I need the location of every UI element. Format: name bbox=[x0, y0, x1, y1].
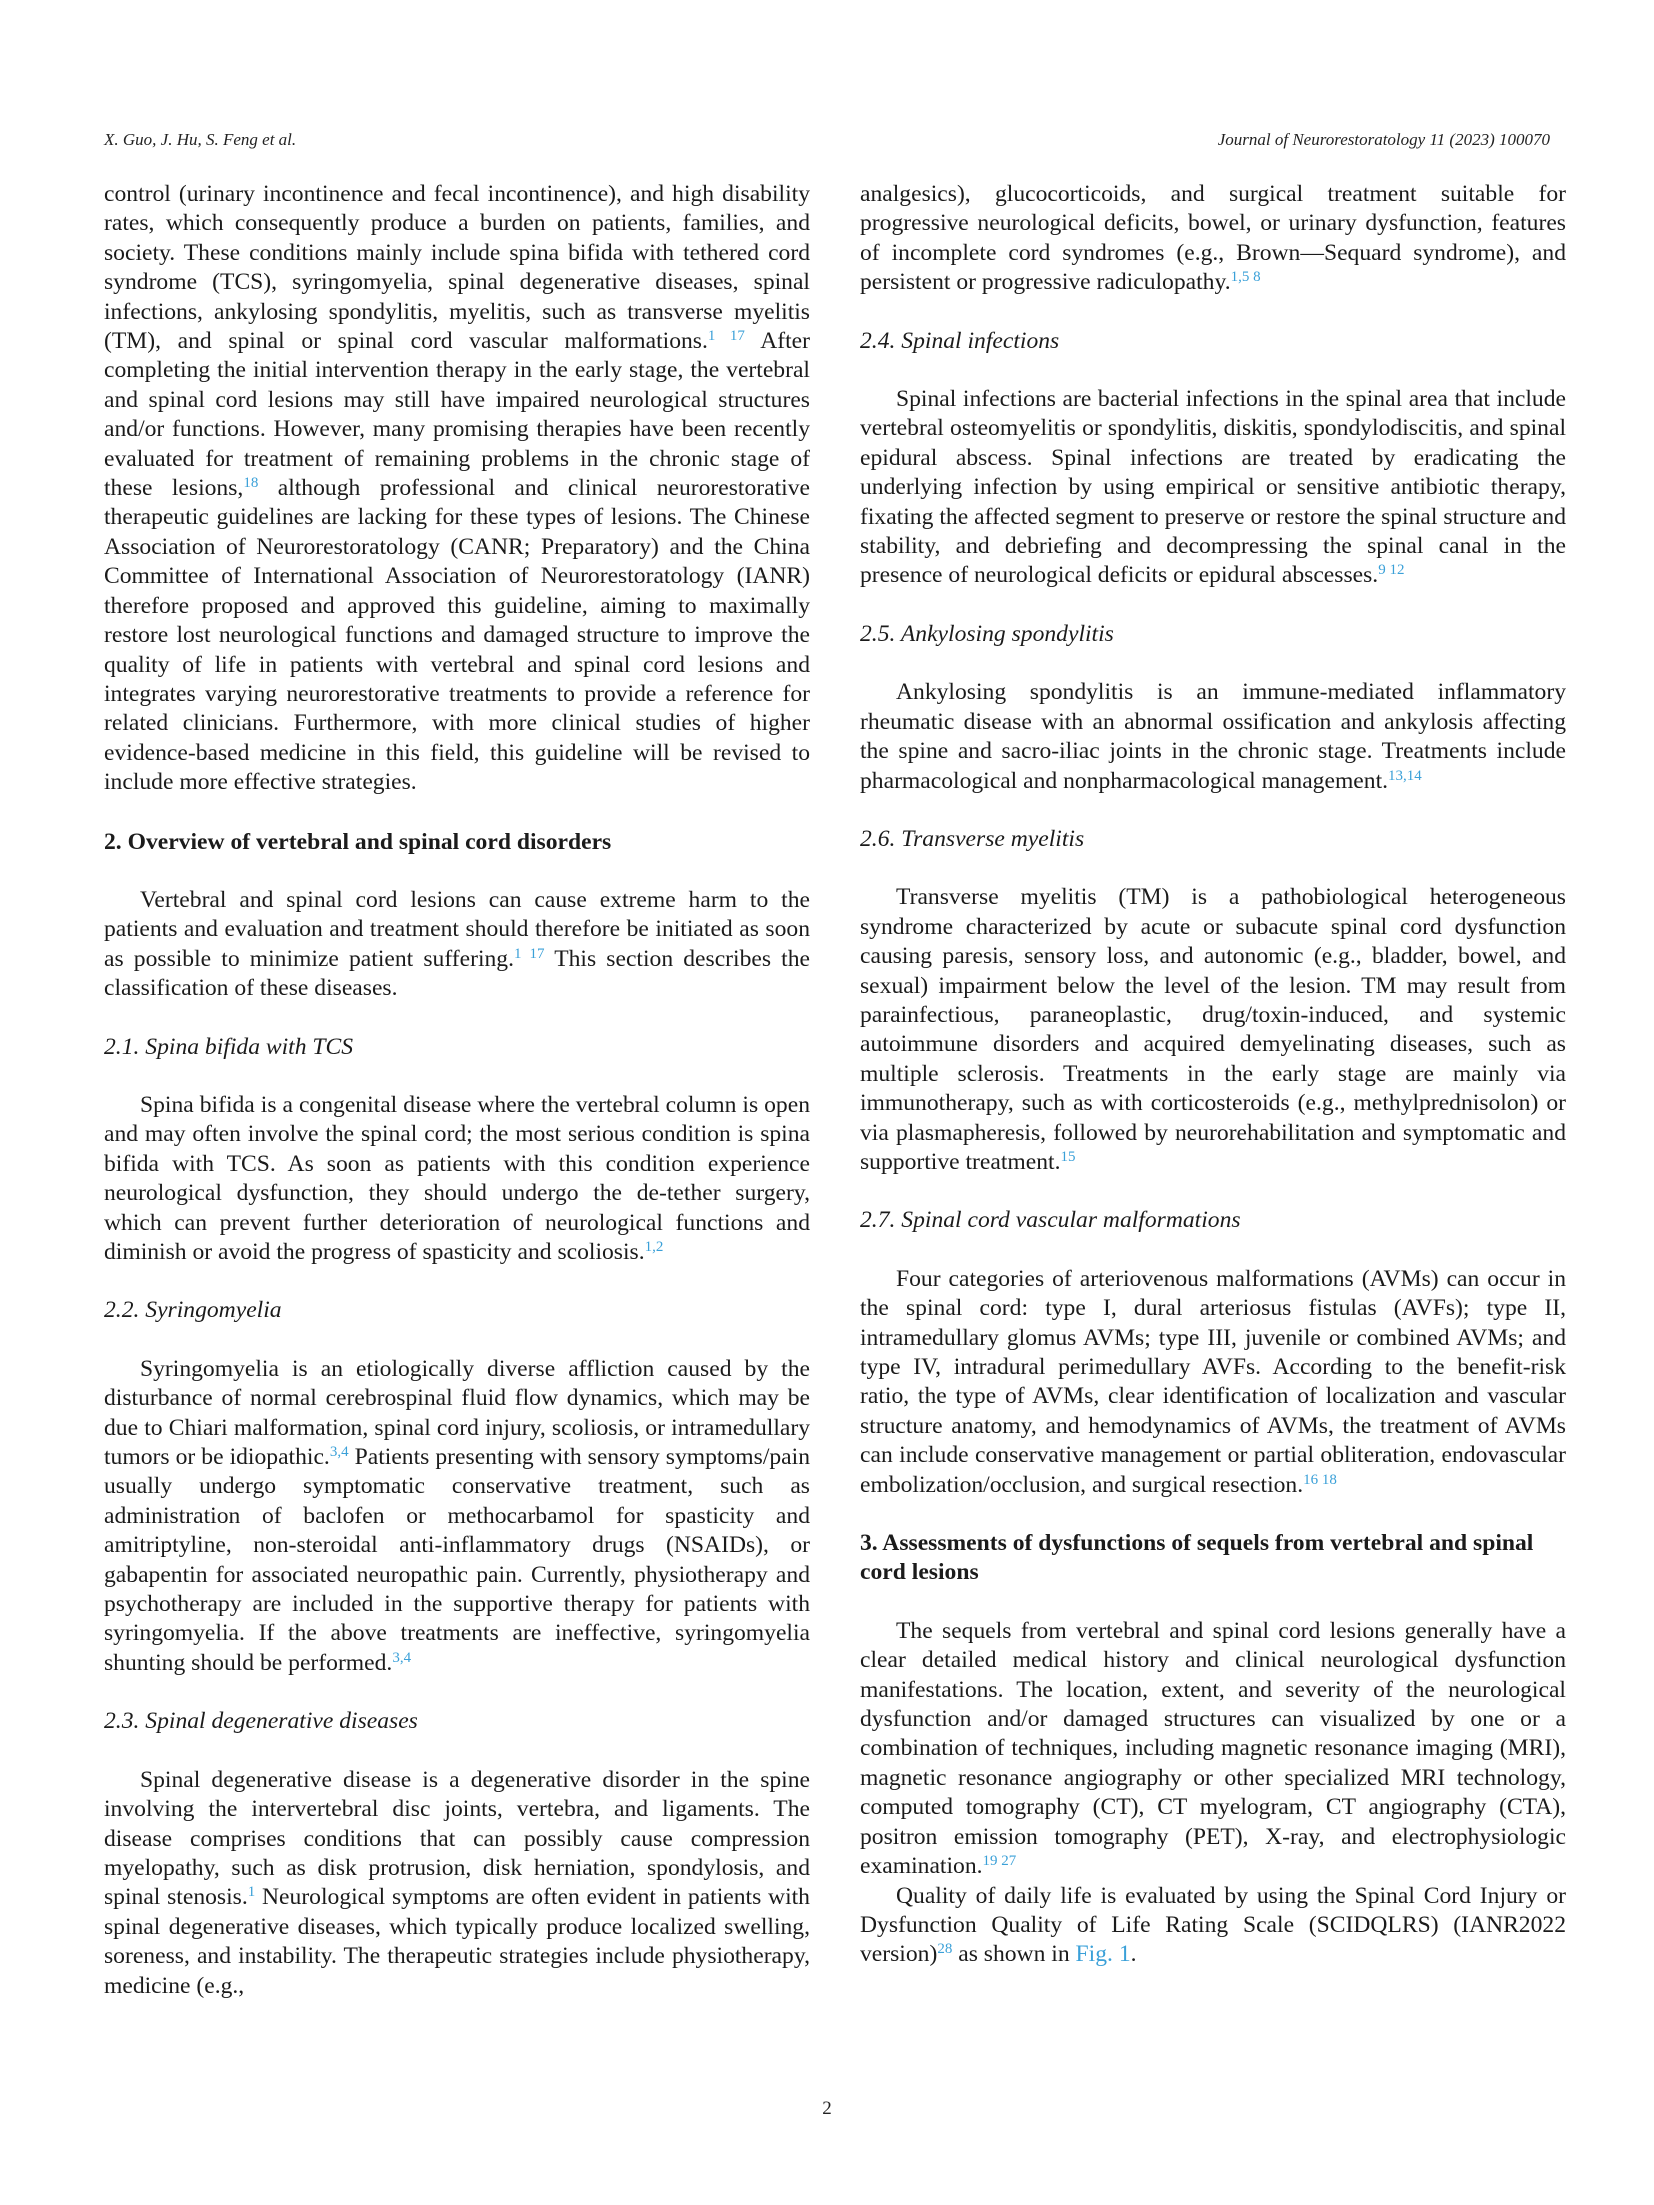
paragraph-infections: Spinal infections are bacterial infections in the spinal area that include vertebral osteomyelitis or spondylitis, diskitis, spondylodiscitis, and spinal epidural abscess. Spinal infections are treated by eradicating the underlying infection by using empirical or sensitive antibiotic therapy, fixating the affected segment to preserve or restore the spinal structure and stability, and debriefing and decompressing the spinal canal in the presence of neurological deficits or epidural abscesses.$^{9 12}$ bbox=[860, 386, 1566, 589]
header-journal: Journal of Neurorestoratology 11 (2023) 100070 bbox=[1217, 130, 1550, 149]
citation[interactable]: 15 bbox=[1060, 1148, 1076, 1165]
citation[interactable]: 9 12 bbox=[1378, 562, 1405, 579]
paragraph-transverse-myelitis: Transverse myelitis (TM) is a pathobiological heterogeneous syndrome characterized by acute or subacute spinal cord dysfunction causing paresis, sensory loss, and autonomic (e.g., bladder, bowel, and sexual) impairment below the level of the lesion. TM may result from parainfectious, paraneoplastic, drug/toxin-induced, and systemic autoimmune disorders and acquired demyelinating diseases, such as multiple sclerosis. Treatments in the early stage are mainly via immunotherapy, such as with corticosteroids (e.g., methylprednisolon) or via plasmapheresis, followed by neurorehabilitation and symptomatic and supportive treatment.$^{15}$ bbox=[860, 884, 1566, 1175]
paragraph-overview: Vertebral and spinal cord lesions can cause extreme harm to the patients and evaluation and treatment should therefore be initiated as soon as possible to minimize patient suffering.$^{1 17}$ This section describes the classification of these diseases. bbox=[104, 886, 811, 1002]
citation[interactable]: 1,5 8 bbox=[1230, 268, 1261, 285]
paragraph-quality-of-life: Quality of daily life is evaluated by using the Spinal Cord Injury or Dysfunction Quality of Life Rating Scale (SCIDQLRS) (IANR2022 version)$^{28}$ as shown in Fig. 1. bbox=[860, 1882, 1566, 1968]
subsection-heading-2-7: 2.7. Spinal cord vascular malformations bbox=[860, 1207, 1241, 1234]
right-column bbox=[860, 180, 1566, 1970]
citation[interactable]: 3,4 bbox=[329, 1443, 349, 1460]
header-authors: X. Guo, J. Hu, S. Feng et al. bbox=[104, 130, 297, 149]
section-heading-3: 3. Assessments of dysfunctions of sequels from vertebral and spinal cord lesions bbox=[860, 1530, 1534, 1586]
section-heading-2: 2. Overview of vertebral and spinal cord disorders bbox=[104, 828, 612, 855]
citation[interactable]: 1 17 bbox=[707, 327, 745, 344]
subsection-heading-2-4: 2.4. Spinal infections bbox=[860, 327, 1060, 354]
citation[interactable]: 1,2 bbox=[644, 1238, 664, 1255]
subsection-heading-2-1: 2.1. Spina bifida with TCS bbox=[104, 1033, 354, 1060]
subsection-heading-2-2: 2.2. Syringomyelia bbox=[104, 1297, 282, 1324]
paragraph-spina-bifida: Spina bifida is a congenital disease where the vertebral column is open and may often involve the spinal cord; the most serious condition is spina bifida with TCS. As soon as patients with this condition experience neurological dysfunction, they should undergo the de-tether surgery, which can prevent further deterioration of neurological functions and diminish or avoid the progress of spasticity and scoliosis.$^{1,2}$ bbox=[104, 1091, 810, 1265]
citation[interactable]: 13,14 bbox=[1388, 767, 1422, 784]
citation[interactable]: 1 bbox=[247, 1884, 256, 1901]
paragraph-syringomyelia: Syringomyelia is an etiologically diverse affliction caused by the disturbance of normal cerebrospinal fluid flow dynamics, which may be due to Chiari malformation, spinal cord injury, scoliosis, or intramedullary tumors or be idiopathic.$^{3,4}$ Patients presenting with sensory symptoms/pain usually undergo symptomatic conservative treatment, such as administration of baclofen or methocarbamol for spasticity and amitriptyline, non-steroidal anti-inflammatory drugs (NSAIDs), or gabapentin for associated neuropathic pain. Currently, physiotherapy and psychotherapy are included in the supportive therapy for patients with syringomyelia. If the above treatments are ineffective, syringomyelia shunting should be performed.$^{3,4}$ bbox=[104, 1355, 810, 1676]
citation[interactable]: 18 bbox=[243, 474, 259, 491]
left-column bbox=[104, 180, 810, 2001]
page-number: 2 bbox=[822, 2098, 832, 2119]
paragraph-degenerative: Spinal degenerative disease is a degenerative disorder in the spine involving the intervertebral disc joints, vertebra, and ligaments. The disease comprises conditions that can possibly cause compression myelopathy, such as disk protrusion, disk herniation, spondylosis, and spinal stenosis.$^1$ Neurological symptoms are often evident in patients with spinal degenerative diseases, which typically produce localized swelling, soreness, and instability. The therapeutic strategies include physiotherapy, medicine (e.g., bbox=[104, 1766, 810, 1999]
paragraph-vascular-malformations: Four categories of arteriovenous malformations (AVMs) can occur in the spinal cord: type I, dural arteriosus fistulas (AVFs); type II, intramedullary glomus AVMs; type III, juvenile or combined AVMs; and type IV, intradural perimedullary AVFs. According to the benefit-risk ratio, the type of AVMs, clear identification of localization and vascular structure anatomy, and hemodynamics of AVMs, the treatment of AVMs can include conservative management or partial obliteration, endovascular embolization/occlusion, and surgical resection.$^{16 18}$ bbox=[860, 1265, 1566, 1498]
citation[interactable]: 28 bbox=[937, 1941, 953, 1958]
paragraph-degenerative-continuation: analgesics), glucocorticoids, and surgical treatment suitable for progressive neurological deficits, bowel, or urinary dysfunction, features of incomplete cord syndromes (e.g., Brown—Sequard syndrome), and persistent or progressive radiculopathy.$^{1,5 8}$ bbox=[860, 181, 1566, 296]
figure-link[interactable]: Fig. 1 bbox=[1075, 1941, 1131, 1968]
paragraph-ankylosing: Ankylosing spondylitis is an immune-mediated inflammatory rheumatic disease with an abnormal ossification and ankylosis affecting the spine and sacro-iliac joints in the chronic stage. Treatments include pharmacological and nonpharmacological management.$^{13,14}$ bbox=[860, 679, 1566, 794]
subsection-heading-2-3: 2.3. Spinal degenerative diseases bbox=[104, 1708, 418, 1735]
subsection-heading-2-6: 2.6. Transverse myelitis bbox=[860, 825, 1085, 852]
citation[interactable]: 3,4 bbox=[392, 1649, 412, 1666]
subsection-heading-2-5: 2.5. Ankylosing spondylitis bbox=[860, 620, 1114, 647]
citation[interactable]: 16 18 bbox=[1303, 1471, 1337, 1488]
citation[interactable]: 19 27 bbox=[982, 1852, 1017, 1869]
citation[interactable]: 1 17 bbox=[514, 945, 545, 962]
paragraph-assessments: The sequels from vertebral and spinal cord lesions generally have a clear detailed medical history and clinical neurological dysfunction manifestations. The location, extent, and severity of the neurological dysfunction and/or damaged structures can visualized by one or a combination of techniques, including magnetic resonance imaging (MRI), magnetic resonance angiography or other specialized MRI technology, computed tomography (CT), CT myelogram, CT angiography (CTA), positron emission tomography (PET), X-ray, and electrophysiologic examination.$^{19 27}$ bbox=[860, 1617, 1566, 1880]
paragraph-intro-continuation: control (urinary incontinence and fecal incontinence), and high disability rates, which consequently produce a burden on patients, families, and society. These conditions mainly include spina bifida with tethered cord syndrome (TCS), syringomyelia, spinal degenerative diseases, spinal infections, ankylosing spondylitis, myelitis, such as transverse myelitis (TM), and spinal or spinal cord vascular malformations.$^{1 17}$ After completing the initial intervention therapy in the early stage, the vertebral and spinal cord lesions may still have impaired neurological structures and/or functions. However, many promising therapies have been recently evaluated for treatment of remaining problems in the chronic stage of these lesions,$^{18}$ although professional and clinical neurorestorative therapeutic guidelines are lacking for these types of lesions. The Chinese Association of Neurorestoratology (CANR; Preparatory) and the China Committee of International Association of Neurorestoratology (IANR) therefore proposed and approved this guideline, aiming to maximally restore lost neurological functions and damaged structure to improve the quality of life in patients with vertebral and spinal cord lesions and integrates varying neurorestorative treatments to provide a reference for related clinicians. Furthermore, with more clinical studies of higher evidence-based medicine in this field, this guideline will be revised to include more effective strategies. bbox=[104, 181, 810, 796]
